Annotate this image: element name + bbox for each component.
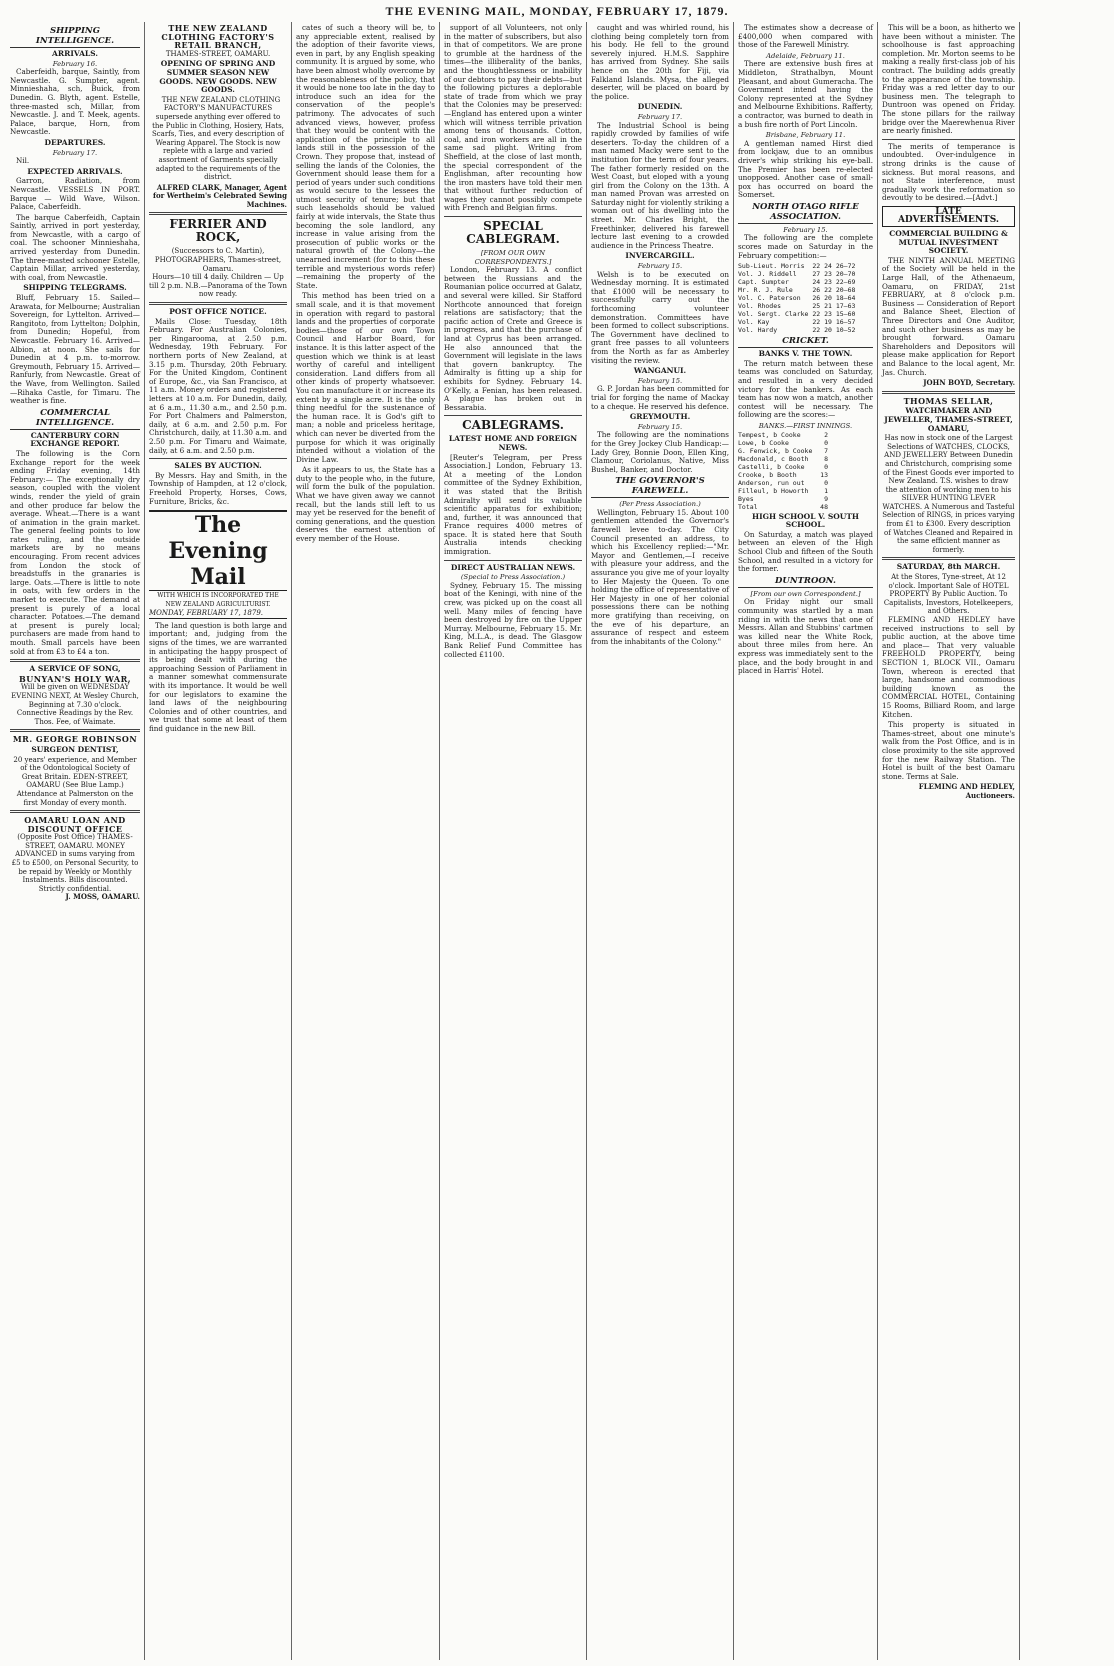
divider — [444, 415, 582, 416]
departures-heading: DEPARTURES. — [44, 137, 106, 147]
expected-text: Garron, Radiation, from Newcastle. VESSELS IN PORT. Barque — Wild Wave, Wilson. Palace, Caberfeidh. — [10, 176, 140, 212]
divider — [149, 212, 287, 215]
photographer-text: Hours—10 till 4 daily. Children — Up till 2 p.m. N.B.—Panorama of the Town now ready. — [149, 273, 287, 299]
dentist-text: 20 years' experience, and Member of the Odontological Society of Great Britain. EDEN-STREET, OAMARU (See Blue Lamp.) Attendance at Palmerston on the first Monday of every month. — [13, 755, 137, 807]
leader-continued-3: As it appears to us, the State has a duty to the people who, in the future, will form the bulk of the population. What we have given away we cannot recall, but the lands still left to us may yet be reserved for the benefit of coming generations, and the question deserves the earnest attention of every member of the House. — [296, 465, 435, 544]
greymouth-text: The following are the nominations for the Grey Jockey Club Handicap:—Lady Grey, Bonnie Doon, Ellen King, Clamour, Coriolanus, Native, Miss Bushel, Banker, and Doctor. — [591, 430, 729, 474]
commercial-heading: COMMERCIAL INTELLIGENCE. — [10, 408, 140, 430]
column-6 — [733, 22, 877, 1660]
brisbane-heading: Brisbane, February 11. — [765, 131, 846, 140]
loan-office-text: (Opposite Post Office) THAMES-STREET, OAMARU. MONEY ADVANCED in sums varying from £5 to £500, on Personal Security, to be repaid by Weekly or Monthly Instalments. Bills discounted. Strictly confidential. — [11, 833, 139, 893]
cablegrams-sub: LATEST HOME AND FOREIGN NEWS. — [448, 434, 578, 452]
post-office-text: Mails Close: Tuesday, 18th February. For Australian Colonies, per Ringarooma, at 2.50 p.m. Wednesday, 19th February. For northern ports of New Zealand, at 3.15 p.m. Thursday, 20th February. For the United Kingdom, Continent of Europe, &c., via San Francisco, at 11 a.m. Money orders and registered letters at 10 a.m. For Dunedin, daily, at 6 a.m., 11.30 a.m., and 2.50 p.m. For Port Chalmers and Palmerston, daily, at 6 a.m. and 2.50 p.m. For Christchurch, daily, at 11.30 a.m. and 2.50 p.m. For Timaru and Waimate, daily, at 6 a.m. and 2.50 p.m. — [149, 316, 287, 455]
divider — [149, 458, 287, 459]
special-cablegram-sub: [FROM OUR OWN CORRESPONDENTS.] — [474, 249, 552, 266]
rifle-association-date: February 15. — [783, 225, 828, 234]
building-society-text: THE NINTH ANNUAL MEETING of the Society will be held in the Large Hall, of the Athenaeum, Oamaru, on FRIDAY, 21st FEBRUARY, at 8 o'clock p.m. Business — Consideration of Report and Balance Sheet, Election of Three Directors and One Auditor, and such other business as may be brought forward. Oamaru Shareholders and Depositors will please make application for Report and Balance to the local agent, Mr. Jas. Church. — [882, 255, 1015, 377]
photographer-sub: (Successors to C. Martin), PHOTOGRAPHERS, Thames-street, Oamaru. — [154, 247, 282, 273]
shipping-report: The barque Caberfeidh, Captain Saintly, arrived in port yesterday, from Newcastle, with a cargo of coal. The schooner Minnieshaha, arrived yesterday from Dunedin. The three-masted schooner Estelle, Captain Millar, arrived yesterday, with coal, from Newcastle. — [10, 212, 140, 282]
telegrams-heading: SHIPPING TELEGRAMS. — [23, 283, 127, 293]
divider — [444, 216, 582, 217]
arrivals-heading: ARRIVALS. — [52, 49, 98, 58]
arrivals-text: Caberfeidh, barque, Saintly, from Newcastle. G. Sumpter, agent. Minnieshaha, sch, Buick, from Dunedin. G. Blyth, agent. Estelle, three-masted sch, Millar, from Newcastle. J. and T. Meek, agents. Palace, barque, Horn, from Newcastle. — [10, 67, 140, 137]
direct-news-sub: (Special to Press Association.) — [460, 573, 566, 582]
song-advert-heading: A SERVICE OF SONG, — [29, 664, 121, 674]
paper-dateline: MONDAY, FEBRUARY 17, 1879. — [149, 609, 287, 619]
estimates-text: The estimates show a decrease of £400,000 when compared with those of the Farewell Ministry. — [738, 23, 873, 50]
auctioneer-text: FLEMING AND HEDLEY have received instructions to sell by public auction, at the above time and place— That very valuable FREEHOLD PROPERTY, being SECTION 1, BLOCK VII., Oamaru Town, whereon is erected that large, handsome and commodious building known as the COMMERCIAL HOTEL, Containing 15 Rooms, Billiard Room, and large Kitchen. — [882, 615, 1015, 719]
auction-text: At the Stores, Tyne-street, At 12 o'clock. Important Sale of HOTEL PROPERTY By Public Auction. To Capitalists, Investors, Hotelkeepers, and Others. — [883, 573, 1014, 616]
departures-text: Nil. — [16, 156, 30, 166]
dentist-advert — [10, 735, 140, 807]
corn-exchange-text: The following is the Corn Exchange report for the week ending Friday evening, 14th February:— The exceptionally dry season, coupled with the violent winds, render the yield of grain and other produce far below the average. Wheat.—There is a want of animation in the grain market. The general feeling points to low rates ruling, and the outside markets are by no means encouraging. From recent advices from London the stock of breadstuffs in the granaries is large. Oats.—There is little to note in oats, with few orders in the market to execute. The demand at present is purely of a local character. Potatoes.—The demand at present is purely local; purchasers are made from hand to mouth. Small parcels have been sold at from £3 to £4 a ton. — [10, 448, 140, 656]
column-3 — [291, 22, 439, 1660]
adelaide-text: There are extensive bush fires at Middleton, Strathalbyn, Mount Pleasant, and about Gumeracha. The Government intend having the Colony represented at the Sydney and Melbourne Exhibitions. Rafferty, a contractor, was burned to death in a bush fire north of Port Lincoln. — [738, 59, 873, 129]
sales-heading: SALES BY AUCTION. — [174, 461, 262, 471]
building-society-heading: COMMERCIAL BUILDING & MUTUAL INVESTMENT SOCIETY. — [889, 229, 1008, 256]
innings-heading: BANKS.—FIRST INNINGS. — [758, 422, 853, 430]
jeweller-advert — [882, 397, 1015, 555]
clothing-opening: OPENING OF SPRING AND SUMMER SEASON NEW GOODS. NEW GOODS. NEW GOODS. — [159, 59, 277, 95]
duntroon-continued: This will be a boon, as hitherto we have been without a minister. The schoolhouse is fast approaching completion. Mr. Morton seems to be making a really first-class job of his contract. The building adds greatly to the appearance of the township. Friday was a red letter day to our business men. The telegraph to Duntroon was opened on Friday. The stone pillars for the railway bridge over the Maerewhenua River are nearly finished. — [882, 23, 1015, 136]
dentist-title: SURGEON DENTIST, — [31, 744, 119, 754]
invercargill-text: Welsh is to be executed on Wednesday morning. It is estimated that £1000 will be necessary to successfully carry out the forthcoming volunteer demonstration. Committees have been formed to collect subscriptions. The Government have declined to grant free passes to all volunteers from the North as far as Amberley visiting the review. — [591, 269, 729, 365]
leader-continued-1: cates of such a theory will be, to any appreciable extent, realised by the adoption of their favorite views, even in part, by any English speaking community. It is argued by some, who have been almost wholly overcome by the reasonableness of the policy, that it would be none too late in the day to introduce such an idea for the conservation of the people's patrimony. The advocates of such advanced views, however, profess that they would be content with the application of the principle to all lands still in the possession of the Crown. They propose that, instead of selling the lands of the Colonies, the Government should lease them for a period of years under such conditions as would secure to the lessees the utmost security of tenure; but that such leaseholds should be valued fairly at wide intervals, the State thus becoming the sole landlord, any increase in value arising from the prosecution of public works or the natural growth of the Colony—the unearned increment (for to this these terrible and mysterious words refer)—remaining the property of the State. — [296, 23, 435, 290]
song-advert — [10, 665, 140, 726]
divider — [444, 560, 582, 561]
corn-exchange-heading: CANTERBURY CORN EXCHANGE REPORT. — [30, 430, 120, 449]
high-school-heading: HIGH SCHOOL V. SOUTH SCHOOL. — [751, 511, 859, 530]
direct-news-heading: DIRECT AUSTRALIAN NEWS. — [450, 562, 576, 572]
rifle-association-text: The following are the complete scores made on Saturday in the February competition:— — [738, 233, 873, 260]
clothing-advert — [149, 24, 287, 209]
leader-text: The land question is both large and important; and, judging from the signs of the times, we are warranted in anticipating the happy prospect of its being dealt with during the approaching Session of Parliament in a manner somewhat commensurate with its importance. It would be well for our legislators to examine the land laws of the neighbouring Colonies and of other countries, and we trust that some at least of them find guidance in the new Bill. — [149, 620, 287, 733]
divider — [882, 557, 1015, 560]
masthead: THE EVENING MAIL, MONDAY, FEBRUARY 17, 1879. — [385, 4, 729, 18]
divider — [10, 659, 140, 662]
cricket-sub: BANKS V. THE TOWN. — [758, 349, 853, 359]
clothing-address: THAMES-STREET, OAMARU. — [165, 49, 271, 58]
adelaide-heading: Adelaide, February 11. — [766, 51, 845, 60]
loan-office-name: OAMARU LOAN AND DISCOUNT OFFICE — [24, 815, 126, 834]
dunedin-heading: DUNEDIN. — [637, 102, 683, 112]
building-society-signoff: JOHN BOYD, Secretary. — [923, 378, 1015, 388]
cablegrams-heading: CABLEGRAMS. — [462, 418, 564, 433]
auction-advert — [882, 563, 1015, 616]
photographer-advert — [149, 218, 287, 299]
wanganui-heading: WANGANUI. — [633, 366, 687, 376]
column-1 — [6, 22, 144, 1660]
jeweller-text: Has now in stock one of the Largest Selections of WATCHES, CLOCKS, AND JEWELLERY Between Dunedin and Christchurch, comprising some of the Finest Goods ever imported to New Zealand. T.S. wishes to draw the attention of working men to his SILVER HUNTING LEVER WATCHES. A Numerous and Tasteful Selection of RINGS, in prices varying from £1 to £300. Every description of Watches Cleaned and Repaired in the same efficient manner as formerly. — [882, 434, 1015, 554]
divider — [10, 729, 140, 732]
governor-farewell-heading: THE GOVERNOR'S FAREWELL. — [591, 476, 729, 498]
greymouth-date: February 15. — [637, 422, 683, 431]
dunedin-text: The Industrial School is being rapidly crowded by families of wife deserters. To-day the children of a man named Macky were sent to the institution for the term of four years. The father formerly resided on the West Coast, but eloped with a young girl from the Colony on the 13th. A man named Provan was arrested on Saturday night for violently striking a woman out of his dwelling into the street. Mr. Charles Bright, the Freethinker, delivered his farewell lecture last evening to a crowded audience in the Princess Theatre. — [591, 120, 729, 250]
rifle-scores-table: Sub-Lieut. Morris 22 24 26—72 Vol. J. Riddell 27 23 20—70 Capt. Sumpter 24 23 22—69 Mr. R. J. Rule 26 22 20—68 Vol. C. Paterson 26 20 18—64 Vol. Rhodes 25 21 17—63 Vol. Sergt. Clarke 22 23 15—60 Vol. Kay 22 19 16—57 Vol. Hardy 22 20 10—52 — [738, 262, 856, 335]
brisbane-text: A gentleman named Hirst died from lockjaw, due to an omnibus driver's whip striking his eye-ball. The Premier has been re-elected unopposed. Another case of small-pox has occurred on board the Somerset. — [738, 138, 873, 200]
jeweller-title: WATCHMAKER AND JEWELLER, THAMES-STREET, OAMARU, — [884, 406, 1013, 433]
arrivals-date: February 16. — [52, 59, 98, 68]
duntroon-sub: [From our own Correspondent.] — [750, 589, 861, 598]
column-7 — [877, 22, 1019, 1660]
clothing-heading: THE NEW ZEALAND CLOTHING FACTORY'S RETAIL BRANCH, — [161, 23, 275, 51]
expected-heading: EXPECTED ARRIVALS. — [27, 166, 123, 176]
duntroon-text: On Friday night our small community was startled by a man riding in with the news that one of Messrs. Allan and Stubbins' cartmen was killed near the White Rock, about three miles from here. An express was immediately sent to the place, and the body brought in and placed in Harris' Hotel. — [738, 597, 873, 676]
invercargill-date: February 15. — [637, 262, 683, 271]
innings-table: Tempest, b Cooke 2 Lowe, b Cooke 0 G. Fenwick, b Cooke 7 Macdonald, c Booth 8 Castelli, b Cooke 0 Crooke, b Booth 13 Anderson, run out 0 Filleul, b Howorth 1 Byes 9 Total 48 — [738, 430, 829, 511]
post-office-heading: POST OFFICE NOTICE. — [169, 307, 267, 317]
wanganui-text: G. P. Jordan has been committed for trial for forging the name of Mackay to a cheque. He reserved his defence. — [591, 384, 729, 411]
invercargill-heading: INVERCARGILL. — [625, 251, 695, 261]
wanganui-date: February 15. — [637, 376, 683, 385]
dentist-name: MR. GEORGE ROBINSON — [12, 734, 138, 745]
clothing-text: THE NEW ZEALAND CLOTHING FACTORY'S MANUFACTURES supersede anything ever offered to the Public in Clothing, Hosiery, Hats, Scarfs, Ties, and every description of Wearing Apparel. The Stock is now replete with a large and varied assortment of Garments specially adapted to the requirements of the district. — [151, 95, 285, 182]
loan-office-signoff: J. MOSS, OAMARU. — [65, 892, 140, 902]
sales-text: By Messrs. Hay and Smith, in the Township of Hampden, at 12 o'clock, Freehold Property, Horses, Cows, Furniture, Bricks, &c. — [149, 470, 287, 506]
paper-subtitle: WITH WHICH IS INCORPORATED THE NEW ZEALAND AGRICULTURIST. — [157, 592, 279, 608]
cablegrams-text: [Reuter's Telegram, per Press Association.] London, February 13. At a meeting of the London committee of the Sydney Exhibition, it was stated that the British Admiralty will send its valuable scientific apparatus for exhibition; and, further, it was announced that France requires 4000 metres of space. It is stated here that South Australia intends checking immigration. — [444, 452, 582, 557]
auction-date: SATURDAY, 8th MARCH. — [896, 562, 1001, 572]
column-5 — [586, 22, 733, 1660]
duntroon-heading: DUNTROON. — [738, 576, 873, 588]
cricket-text: The return match between these teams was concluded on Saturday, and resulted in a very decided victory for the bankers. As each team has now won a match, another contest will be necessary. The following are the scores:— — [738, 358, 873, 420]
late-advertisements-heading: LATE ADVERTISEMENTS. — [882, 206, 1015, 227]
column-2 — [144, 22, 291, 1660]
jeweller-name: THOMAS SELLAR, — [903, 395, 994, 406]
cricket-heading: CRICKET. — [738, 336, 873, 348]
clothing-signoff: ALFRED CLARK, Manager, Agent for Wertheim's Celebrated Sewing Machines. — [152, 182, 287, 209]
rifle-association-heading: NORTH OTAGO RIFLE ASSOCIATION. — [738, 202, 873, 224]
column-8 — [1019, 22, 1108, 1660]
photographer-name: FERRIER AND ROCK, — [169, 217, 267, 245]
special-cablegram-text: London, February 13. A conflict between the Russians and the Roumanian police occurred at Galatz, and several were killed. Sir Stafford Northcote announced that foreign relations are satisfactory; that the pacific action of Crete and Greece is in progress, and that the purchase of land at Cyprus has been arranged. He also announced that the Government will legislate in the laws that govern bankruptcy. The Admiralty is fitting up a ship for exhibits for Sydney. February 14. O'Kelly, a Fenian, has been released. A plague has broken out in Bessarabia. — [444, 265, 582, 412]
divider — [149, 302, 287, 305]
accident-text: caught and was whirled round, his clothing being completely torn from his body. He fell to the ground severely injured. H.M.S. Sapphire has arrived from Sydney. She sails hence on the 20th for Fiji, via Falkland Islands. Mysa, the alleged deserter, will be placed on board by the police. — [591, 23, 729, 101]
temperance-advert: The merits of temperance is undoubted. Over-indulgence in strong drinks is the cause of sickness. But moral reasons, and not State interference, must gradually work the reformation so devoutly to be desired.—[Advt.] — [882, 141, 1015, 203]
direct-news-text: Sydney, February 15. The missing boat of the Keningi, with nine of the crew, was picked up on the coast all well. Many miles of fencing have been destroyed by fire on the Upper Murray. Melbourne, February 15. Mr. King, M.L.A., is dead. The Glasgow Bank Relief Fund Committee has collected £1100. — [444, 580, 582, 659]
auctioneer-signoff: FLEMING AND HEDLEY, Auctioneers. — [918, 782, 1015, 800]
special-cablegram-heading: SPECIAL CABLEGRAM. — [466, 219, 560, 247]
song-advert-text: Will be given on WEDNESDAY EVENING NEXT, At Wesley Church, Beginning at 7.30 o'clock. Connective Readings by the Rev. Thos. Fee, of Waimate. — [11, 683, 139, 726]
divider — [882, 391, 1015, 394]
newspaper-page — [6, 22, 1108, 1660]
loan-advert — [10, 816, 140, 902]
paper-title: The Evening Mail — [149, 510, 287, 591]
column-4 — [439, 22, 586, 1660]
governor-farewell-sub: (Per Press Association.) — [619, 500, 701, 509]
song-advert-title: BUNYAN'S HOLY WAR, — [18, 673, 132, 684]
governor-farewell-text: Wellington, February 15. About 100 gentlemen attended the Governor's farewell levee to-day. The City Council presented an address, to which his Excellency replied:—"Mr. Mayor and Gentlemen,—I receive with pleasure your address, and the assurance you give me of your loyalty to Her Majesty the Queen. To one holding the office of representative of Her Majesty in one of her colonial possessions there can be nothing more gratifying than receiving, on the eve of his departure, an assurance of respect and esteem from the inhabitants of the Colony." — [591, 507, 729, 646]
telegrams-text: Bluff, February 15. Sailed—Arawata, for Melbourne; Australian Sovereign, for Lyttelton. Arrived—Rangitoto, from Lyttelton; Dolphin, from Dunedin; Hopeful, from Newcastle. February 16. Arrived—Albion, at noon. She sails for Dunedin at 4 p.m. to-morrow. Greymouth, February 15. Arrived—Ranfurly, from Newcastle. Great of the Wave, from Wellington. Sailed—Rihaka Castle, for Timaru. The weather is fine. — [10, 293, 140, 406]
auctioneer-text-2: This property is situated in Thames-street, about one minute's walk from the Post Office, and is in close proximity to the site approved for the new Railway Station. The Hotel is built of the best Oamaru stone. Terms at Sale. — [882, 720, 1015, 781]
greymouth-heading: GREYMOUTH. — [629, 412, 691, 422]
shipping-heading: SHIPPING INTELLIGENCE. — [10, 26, 140, 48]
leader-continued-2: This method has been tried on a small scale, and it is that movement in operation with regard to pastoral lands and the properties of corporate bodies—those of our own Town Council and Harbor Board, for instance. It is this latter aspect of the question which we think is at least worthy of careful and intelligent consideration. Land differs from all other kinds of property whatsoever. You can manufacture it or increase its extent by a single acre. It is the only thing needful for the sustenance of the human race. It is God's gift to man; a noble and priceless heritage, which can never be diverted from the purpose for which it was originally intended without a violation of the Divine Law. — [296, 291, 435, 464]
high-school-text: On Saturday, a match was played between an eleven of the High School Club and fifteen of the South School, and resulted in a victory for the former. — [738, 529, 873, 574]
divider — [10, 810, 140, 813]
divider — [882, 139, 1015, 140]
departures-date: February 17. — [52, 148, 98, 157]
volunteer-text: support of all Volunteers, not only in the matter of subscribers, but also in that of competitors. We are prone to grumble at the hardness of the times—the illiberality of the banks, and the thoughtlessness or inability of our debtors to pay their debts—but the following pictures a deplorable state of trade from which we pray that the Colonies may be preserved:—England has entered upon a winter which will witness terrible privation among tens of thousands. Cotton, coal, and iron workers are all in the same sad plight. Writing from Sheffield, at the close of last month, the special correspondent of the Englishman, after recounting how the iron masters have told their men that without further reduction of wages they cannot possibly compete with French and Belgian firms. — [444, 23, 582, 213]
dunedin-date: February 17. — [637, 112, 683, 121]
